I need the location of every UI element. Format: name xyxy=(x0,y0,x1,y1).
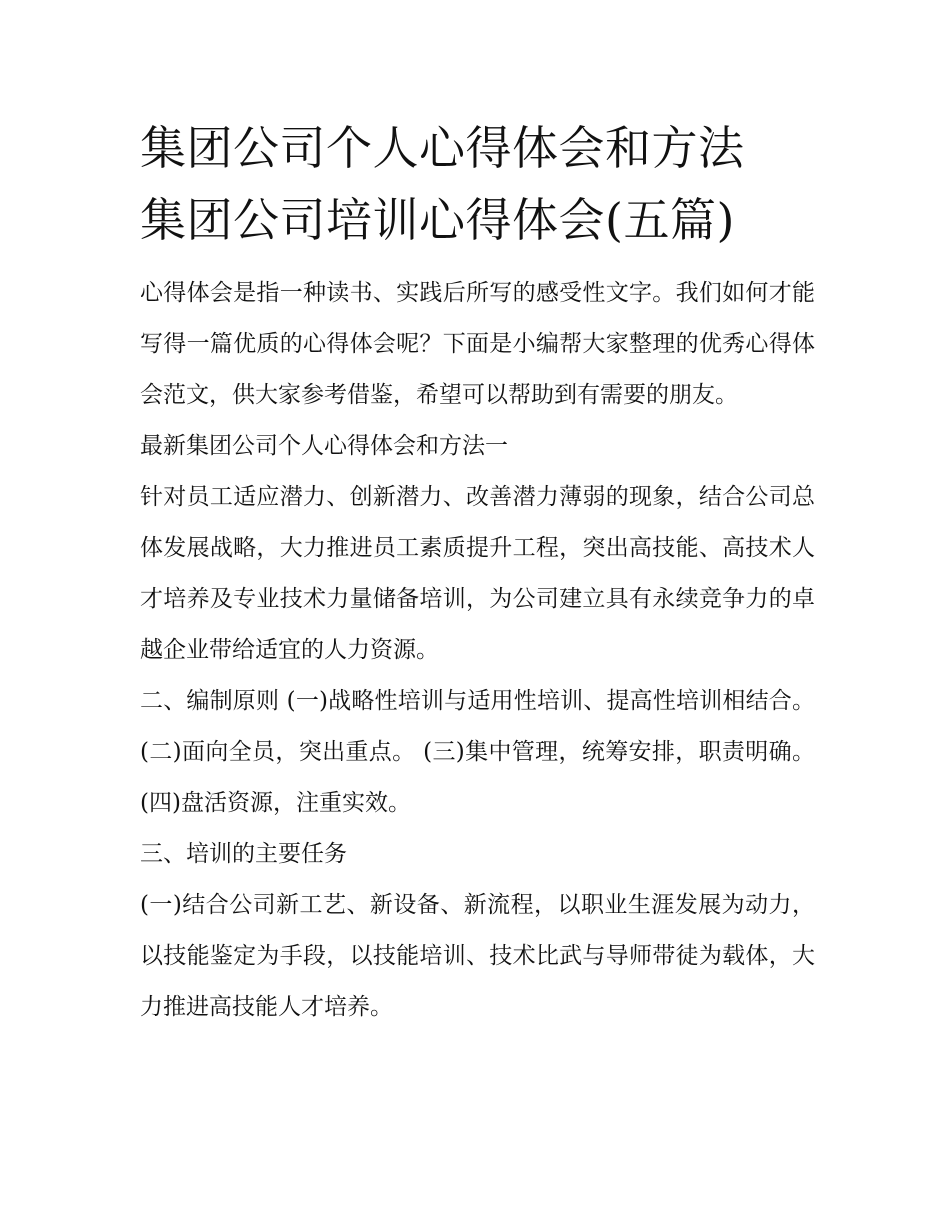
document-content xyxy=(140,112,815,1033)
body-paragraph-strategy: 针对员工适应潜力、创新潜力、改善潜力薄弱的现象，结合公司总体发展战略，大力推进员工素质提升工程，突出高技能、高技术人才培养及专业技术力量储备培训，为公司建立具有永续竞争力的卓越企业带给适宜的人力资源。 xyxy=(140,484,815,663)
body-paragraph-task-one: (一)结合公司新工艺、新设备、新流程，以职业生涯发展为动力，以技能鉴定为手段，以技能培训、技术比武与导师带徒为载体，大力推进高技能人才培养。 xyxy=(140,892,815,1020)
title-line-1: 集团公司个人心得体会和方法 xyxy=(140,121,745,175)
section-heading-main-tasks: 三、培训的主要任务 xyxy=(140,841,347,867)
document-title xyxy=(140,112,815,256)
body-paragraph-principles: 二、编制原则 (一)战略性培训与适用性培训、提高性培训相结合。 (二)面向全员，突出重点。 (三)集中管理，统筹安排，职责明确。 (四)盘活资源，注重实效。 xyxy=(140,688,815,816)
title-line-2: 集团公司培训心得体会(五篇) xyxy=(140,193,735,247)
section-heading-method-one: 最新集团公司个人心得体会和方法一 xyxy=(140,433,508,459)
intro-paragraph: 心得体会是指一种读书、实践后所写的感受性文字。我们如何才能写得一篇优质的心得体会呢？下面是小编帮大家整理的优秀心得体会范文，供大家参考借鉴，希望可以帮助到有需要的朋友。 xyxy=(140,280,815,408)
